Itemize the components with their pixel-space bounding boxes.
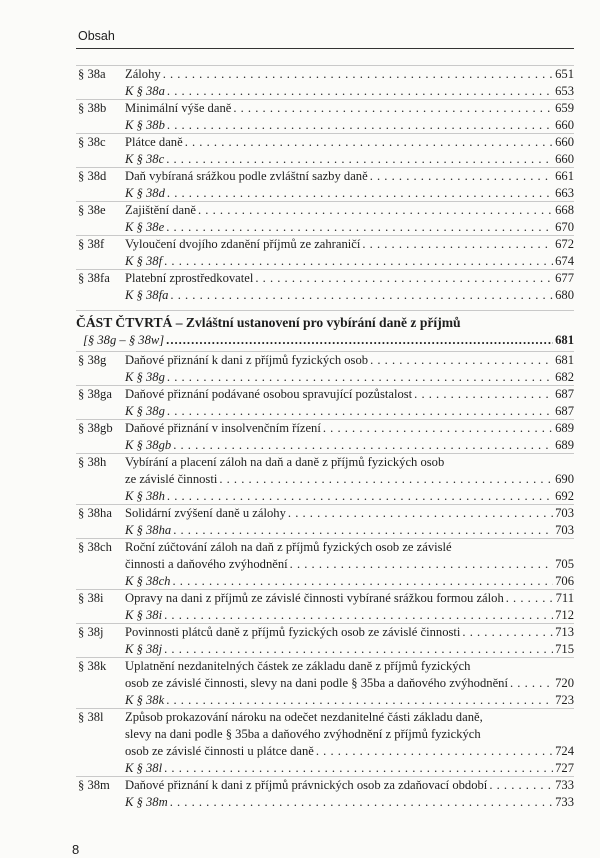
page-ref: 660: [555, 118, 574, 132]
toc-row: [76, 236, 574, 253]
toc-row: [76, 202, 574, 219]
commentary-ref: K § 38f: [125, 254, 163, 268]
toc-row: [76, 760, 574, 777]
toc-row: [76, 556, 574, 573]
toc-row: [76, 726, 574, 743]
entry-title: Způsob prokazování nároku na odečet nezdanitelné části základu daně,: [125, 710, 483, 724]
page-ref: 703: [555, 506, 574, 520]
page-ref: 677: [555, 271, 574, 285]
leader-dots: [167, 403, 553, 420]
section-number: § 38fa: [78, 271, 110, 285]
entry-line: [125, 219, 574, 236]
entry-line: [125, 403, 574, 420]
commentary-ref: K § 38l: [125, 761, 163, 775]
page-ref: 733: [555, 778, 574, 792]
entry-title: Daň vybíraná srážkou podle zvláštní sazby daně: [125, 169, 368, 183]
entry-title: osob ze závislé činnosti u plátce daně: [125, 744, 314, 758]
page-ref: 723: [555, 693, 574, 707]
toc-row: [76, 270, 574, 287]
section-number: § 38b: [78, 101, 107, 115]
entry-title: osob ze závislé činnosti, slevy na dani podle § 35ba a daňového zvýhodnění: [125, 676, 508, 690]
entry-title: Vybírání a placení záloh na daň a daně z příjmů fyzických osob: [125, 455, 445, 469]
leader-dots: [164, 607, 553, 624]
page-ref: 682: [555, 370, 574, 384]
running-header: [76, 26, 574, 49]
entry-line: [125, 709, 574, 726]
toc-row: [76, 437, 574, 454]
entry-line: [125, 253, 574, 270]
commentary-ref: K § 38j: [125, 642, 163, 656]
toc-row: [76, 386, 574, 403]
toc-row: [76, 471, 574, 488]
toc-row: [76, 454, 574, 471]
leader-dots: [164, 253, 553, 270]
commentary-ref: K § 38fa: [125, 288, 169, 302]
entry-line: [125, 556, 574, 573]
page-ref: 712: [555, 608, 574, 622]
entry-line: [125, 287, 574, 304]
leader-dots: [233, 100, 553, 117]
leader-dots: [166, 219, 553, 236]
toc-row: [76, 590, 574, 607]
toc-row: [76, 607, 574, 624]
page-ref: 660: [555, 152, 574, 166]
section-number: § 38gb: [78, 421, 113, 435]
section-number: § 38i: [78, 591, 104, 605]
entry-title: Daňové přiznání podávané osobou spravující pozůstalost: [125, 387, 413, 401]
entry-line: [125, 794, 574, 811]
page-ref: 706: [555, 574, 574, 588]
commentary-ref: K § 38g: [125, 370, 165, 384]
page-ref: 681: [555, 353, 574, 367]
commentary-ref: K § 38ch: [125, 574, 171, 588]
commentary-ref: K § 38a: [125, 84, 165, 98]
toc-row: [76, 522, 574, 539]
entry-line: [125, 675, 574, 692]
toc-row: [76, 692, 574, 709]
entry-title: ze závislé činnosti: [125, 472, 218, 486]
leader-dots: [167, 185, 553, 202]
page-ref: 692: [555, 489, 574, 503]
leader-dots: [462, 624, 553, 641]
commentary-ref: K § 38i: [125, 608, 163, 622]
section-number: § 38k: [78, 659, 107, 673]
toc-row: [76, 168, 574, 185]
commentary-ref: K § 38e: [125, 220, 165, 234]
entry-title: Solidární zvýšení daně u zálohy: [125, 506, 286, 520]
leader-dots: [167, 83, 553, 100]
leader-dots: [163, 66, 553, 83]
section-number: § 38e: [78, 203, 106, 217]
leader-dots: [219, 471, 553, 488]
part-heading: [76, 315, 574, 347]
entry-title: Plátce daně: [125, 135, 183, 149]
page-ref: 670: [555, 220, 574, 234]
section-number: § 38g: [78, 353, 107, 367]
page-ref: 689: [555, 421, 574, 435]
leader-dots: [167, 488, 553, 505]
leader-dots: [167, 117, 553, 134]
leader-dots: [173, 522, 553, 539]
leader-dots: [172, 573, 553, 590]
part-range: [§ 38g – § 38w]: [83, 333, 165, 347]
entry-line: [125, 641, 574, 658]
entry-line: [125, 151, 574, 168]
leader-dots: [166, 692, 553, 709]
page-ref: 703: [555, 523, 574, 537]
toc-row: [76, 134, 574, 151]
entry-title: Zajištění daně: [125, 203, 196, 217]
leader-dots: [370, 168, 553, 185]
toc-row: [76, 117, 574, 134]
entry-line: [125, 437, 574, 454]
leader-dots: [164, 641, 553, 658]
entry-title: Opravy na dani z příjmů ze závislé činnosti vybírané srážkou formou záloh: [125, 591, 504, 605]
commentary-ref: K § 38h: [125, 489, 165, 503]
entry-line: [125, 607, 574, 624]
page-ref: 720: [555, 676, 574, 690]
entry-line: [125, 488, 574, 505]
toc-row: [76, 488, 574, 505]
entry-title: Minimální výše daně: [125, 101, 232, 115]
page-ref: 724: [555, 744, 574, 758]
leader-dots: [173, 437, 553, 454]
part-range-line: [83, 333, 574, 348]
entry-line: [125, 743, 574, 760]
entry-line: [125, 202, 574, 219]
leader-dots: [166, 151, 553, 168]
entry-title: Povinnosti plátců daně z příjmů fyzických osob ze závislé činnosti: [125, 625, 461, 639]
page-ref: 653: [555, 84, 574, 98]
page-ref: 705: [555, 557, 574, 571]
toc-row: [76, 219, 574, 236]
entry-line: [125, 386, 574, 403]
entry-line: [125, 369, 574, 386]
entry-line: [125, 454, 574, 471]
page-ref: 672: [555, 237, 574, 251]
commentary-ref: K § 38gb: [125, 438, 172, 452]
page-ref: 674: [555, 254, 574, 268]
entry-line: [125, 522, 574, 539]
section-number: § 38ga: [78, 387, 112, 401]
page-ref: 660: [555, 135, 574, 149]
page-ref: 663: [555, 186, 574, 200]
entry-line: [125, 505, 574, 522]
entry-line: [125, 168, 574, 185]
page-ref: 690: [555, 472, 574, 486]
toc-row: [76, 641, 574, 658]
section-number: § 38d: [78, 169, 107, 183]
commentary-ref: K § 38c: [125, 152, 165, 166]
leader-dots: [323, 420, 553, 437]
page-ref: 715: [555, 642, 574, 656]
leader-dots: [170, 287, 553, 304]
leader-dots: [370, 352, 553, 369]
toc-row: [76, 185, 574, 202]
leader-dots: [316, 743, 553, 760]
entry-title: činnosti a daňového zvýhodnění: [125, 557, 288, 571]
leader-dots: [167, 369, 553, 386]
page-ref: 687: [555, 387, 574, 401]
entry-line: [125, 100, 574, 117]
entry-line: [125, 420, 574, 437]
entry-title: Platební zprostředkovatel: [125, 271, 254, 285]
entry-line: [125, 590, 574, 607]
part-divider: [76, 310, 574, 311]
part-title: ČÁST ČTVRTÁ – Zvláštní ustanovení pro vybírání daně z příjmů: [76, 315, 461, 330]
toc-row: [76, 675, 574, 692]
page-ref: 713: [555, 625, 574, 639]
toc-row: [76, 624, 574, 641]
entry-line: [125, 352, 574, 369]
page-ref: 687: [555, 404, 574, 418]
page-ref: 668: [555, 203, 574, 217]
entry-line: [125, 573, 574, 590]
commentary-ref: K § 38g: [125, 404, 165, 418]
toc-row: [76, 539, 574, 556]
section-number: § 38m: [78, 778, 110, 792]
entry-title: Vyloučení dvojího zdanění příjmů ze zahraničí: [125, 237, 361, 251]
toc-row: [76, 777, 574, 794]
entry-line: [125, 83, 574, 100]
entry-line: [125, 185, 574, 202]
toc-row: [76, 369, 574, 386]
leader-dots: [362, 236, 553, 253]
entry-line: [125, 270, 574, 287]
commentary-ref: K § 38ha: [125, 523, 172, 537]
entry-line: [125, 726, 574, 743]
leader-dots: [185, 134, 553, 151]
section-number: § 38h: [78, 455, 107, 469]
page-ref: 659: [555, 101, 574, 115]
entry-title: Daňové přiznání k dani z příjmů fyzických osob: [125, 353, 369, 367]
entry-line: [125, 117, 574, 134]
toc-row: [76, 658, 574, 675]
entry-title: Zálohy: [125, 67, 161, 81]
section-number: § 38ha: [78, 506, 112, 520]
toc-row: [76, 151, 574, 168]
header-title: Obsah: [78, 29, 115, 43]
toc-row: [76, 743, 574, 760]
entry-title: slevy na dani podle § 35ba a daňového zvýhodnění z příjmů fyzických: [125, 727, 481, 741]
page-ref: 711: [555, 591, 574, 605]
leader-dots: [489, 777, 553, 794]
section-number: § 38a: [78, 67, 106, 81]
entry-line: [125, 624, 574, 641]
commentary-ref: K § 38k: [125, 693, 165, 707]
entry-line: [125, 692, 574, 709]
entry-line: [125, 471, 574, 488]
leader-dots: [255, 270, 553, 287]
entry-line: [125, 760, 574, 777]
page-ref: 680: [555, 288, 574, 302]
leader-dots: [506, 590, 554, 607]
page-ref: 651: [555, 67, 574, 81]
leader-dots: [170, 794, 553, 811]
entry-title: Daňové přiznání v insolvenčním řízení: [125, 421, 321, 435]
entry-title: Roční zúčtování záloh na daň z příjmů fyzických osob ze závislé: [125, 540, 452, 554]
toc-row: [76, 287, 574, 304]
entry-title: Uplatnění nezdanitelných částek ze základu daně z příjmů fyzických: [125, 659, 471, 673]
toc-row: [76, 352, 574, 369]
toc-row: [76, 505, 574, 522]
toc-row: [76, 709, 574, 726]
page-number: 8: [72, 842, 80, 857]
leader-dots: [510, 675, 553, 692]
leader-dots: [288, 505, 553, 522]
section-number: § 38c: [78, 135, 106, 149]
page-ref: 733: [555, 795, 574, 809]
section-number: § 38j: [78, 625, 104, 639]
toc-row: [76, 573, 574, 590]
entry-line: [125, 134, 574, 151]
section-number: § 38l: [78, 710, 104, 724]
toc-row: [76, 253, 574, 270]
part-page: 681: [555, 333, 574, 347]
page-ref: 727: [555, 761, 574, 775]
leader-dots: [414, 386, 553, 403]
section-number: § 38ch: [78, 540, 112, 554]
toc-row: [76, 794, 574, 811]
entry-line: [125, 658, 574, 675]
toc-row: [76, 83, 574, 100]
entry-line: [125, 777, 574, 794]
section-number: § 38f: [78, 237, 105, 251]
entry-line: [125, 236, 574, 253]
toc-row: [76, 66, 574, 83]
entry-line: [125, 66, 574, 83]
commentary-ref: K § 38b: [125, 118, 165, 132]
toc-row: [76, 420, 574, 437]
toc-row: [76, 100, 574, 117]
page-ref: 661: [555, 169, 574, 183]
entry-line: [125, 539, 574, 556]
leader-dots: [166, 333, 553, 348]
entry-title: Daňové přiznání k dani z příjmů právnických osob za zdaňovací období: [125, 778, 488, 792]
page-ref: 689: [555, 438, 574, 452]
leader-dots: [164, 760, 553, 777]
leader-dots: [198, 202, 553, 219]
commentary-ref: K § 38m: [125, 795, 168, 809]
leader-dots: [290, 556, 553, 573]
toc-row: [76, 403, 574, 420]
commentary-ref: K § 38d: [125, 186, 165, 200]
